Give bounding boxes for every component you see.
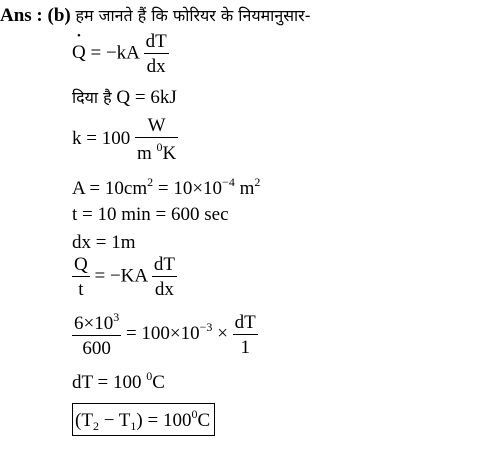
dT-over-1: $\frac{dT}{1}$ (234, 311, 256, 358)
six-thousand-over-600: $\frac{6\times 10^3}{600}$ (74, 310, 120, 359)
answer-statement: हम जानते हैं कि फोरियर के नियमानुसार- (75, 6, 311, 25)
q-over-t-fraction: $\frac{Q}{t}$ (74, 254, 88, 300)
answer-heading (0, 6, 310, 25)
dT-dx-fraction-2: $\frac{dT}{dx}$ (153, 254, 175, 300)
given-label: दिया है (72, 88, 112, 107)
answer-prefix: Ans : (0, 5, 43, 26)
heat-rate-symbol: • Q (72, 43, 86, 62)
final-answer (72, 403, 215, 436)
k-unit-fraction: $\frac{W}{m ^0K}$ (136, 115, 177, 164)
answer-option: (b) (47, 5, 71, 26)
time-equation: t = 10 min = 600 sec (72, 204, 229, 225)
fourier-mid: = −kA (90, 42, 139, 64)
thickness-equation: dx = 1m (72, 232, 136, 253)
k-lhs: k = 100 (72, 127, 131, 149)
rate-equation: $\frac{Q}{t}$ = −KA $\frac{dT}{dx}$ (74, 254, 175, 300)
dT-result: dT = 100 $^0$C (72, 369, 165, 393)
final-answer-box: $(T_2 - T_1) = 100^0C$ (72, 403, 215, 436)
area-equation: $A = 10cm^2 = 10\times 10^{-4}$ $m^2$ (72, 175, 261, 199)
conductivity-equation (72, 116, 178, 163)
dT-dx-fraction: $\frac{dT}{dx}$ (145, 31, 167, 77)
given-value: Q = 6kJ (116, 87, 177, 108)
fourier-law-equation (72, 32, 169, 76)
given-q (72, 88, 177, 107)
substitution-equation: $\frac{6\times 10^3}{600}$ = $100\times 10^{-3}$ × $\frac{dT}{1}$ (74, 310, 256, 359)
